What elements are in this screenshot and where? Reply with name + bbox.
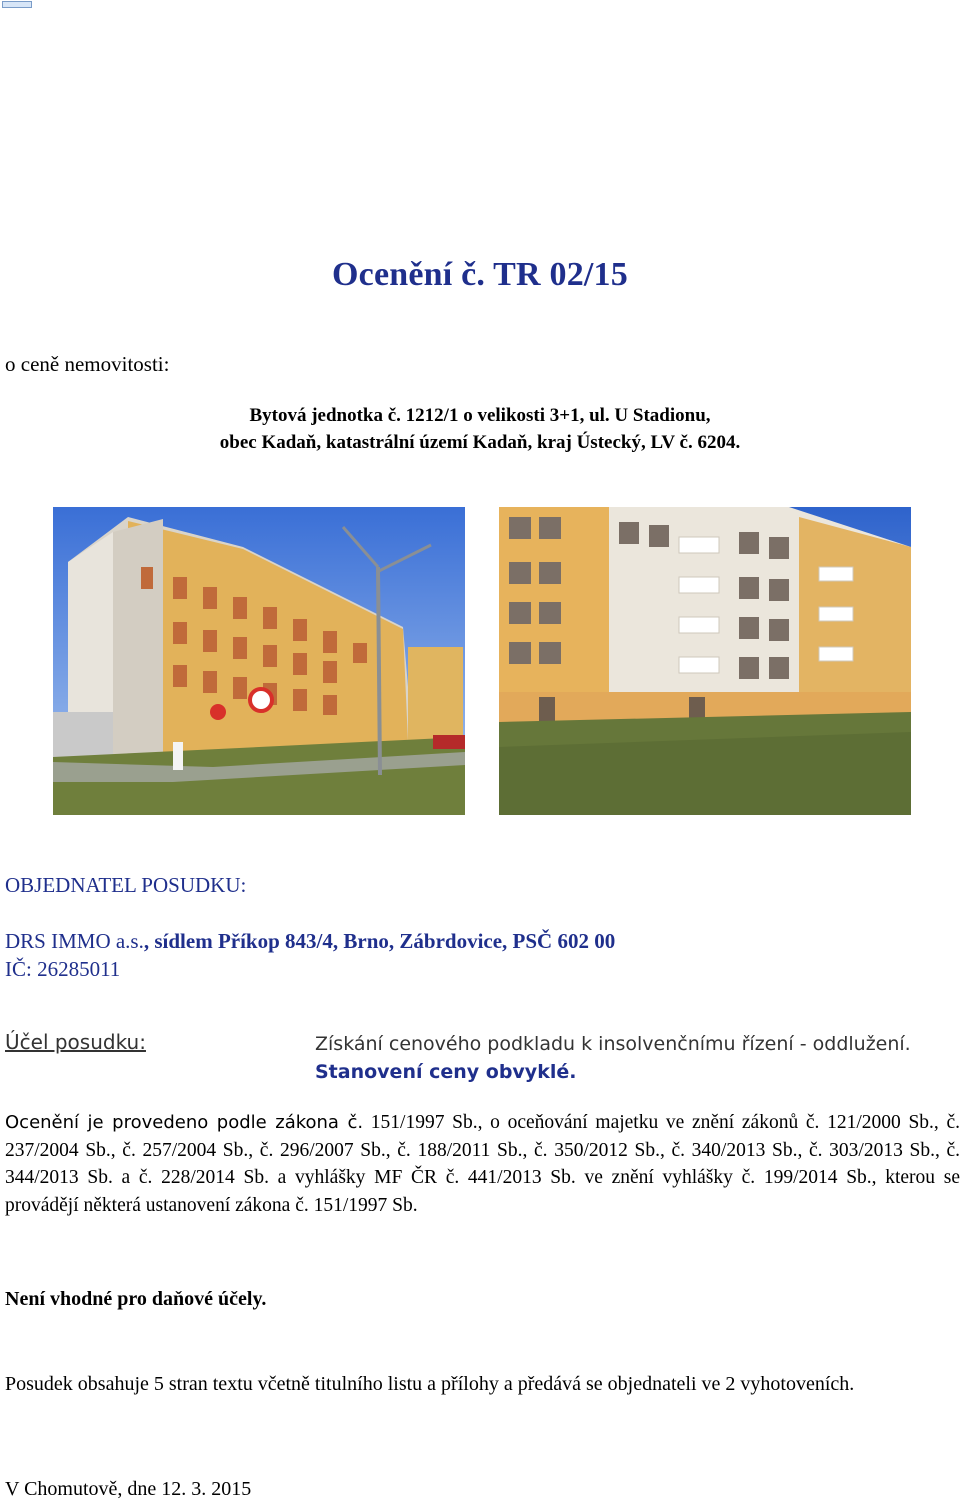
document-title: Ocenění č. TR 02/15 bbox=[332, 256, 628, 293]
orderer-name-line bbox=[5, 927, 615, 955]
property-line-1: Bytová jednotka č. 1212/1 o velikosti 3+1, ul. U Stadionu, bbox=[249, 405, 711, 426]
document-subtitle: o ceně nemovitosti: bbox=[5, 352, 170, 376]
property-line-2: obec Kadaň, katastrální území Kadaň, kraj Ústecký, LV č. 6204. bbox=[219, 432, 741, 453]
orderer-address: , sídlem Příkop 843/4, Brno, Zábrdovice, PSČ 602 00 bbox=[143, 929, 616, 953]
orderer-ico: IČ: 26285011 bbox=[5, 957, 121, 981]
tax-note: Není vhodné pro daňové účely. bbox=[5, 1288, 267, 1310]
purpose-text: Získání cenového podkladu k insolvenčnímu řízení - oddlužení. bbox=[315, 1033, 911, 1055]
orderer-details bbox=[5, 927, 615, 983]
pages-note: Posudek obsahuje 5 stran textu včetně titulního listu a přílohy a předává se objednateli ve 2 vyhotoveních. bbox=[5, 1373, 855, 1395]
valuation-type: Stanovení ceny obvyklé. bbox=[315, 1061, 577, 1083]
place-date: V Chomutově, dne 12. 3. 2015 bbox=[5, 1478, 252, 1500]
property-description bbox=[120, 402, 840, 456]
navigation-icon[interactable] bbox=[2, 1, 32, 8]
building-photo-right bbox=[499, 507, 911, 815]
legal-basis-lead: Ocenění je provedeno podle zákona č. bbox=[5, 1112, 364, 1133]
building-photo-left bbox=[53, 507, 465, 815]
legal-basis-text: 151/1997 Sb., o oceňování majetku ve znění zákonů č. 121/2000 Sb., č. 237/2004 Sb., č. 257/2004 Sb., č. 296/2007 Sb., č. 188/2011 Sb., č. 350/2012 Sb., č. 340/2013 Sb., č. 303/2013 Sb., č. 344/2013 Sb. a č. 228/2014 Sb. a vyhlášky MF ČR č. 441/2013 Sb. ve znění vyhlášky č. 199/2014 Sb., kterou se provádějí některá ustanovení zákona č. 151/1997 Sb. bbox=[5, 1112, 960, 1216]
purpose-label: Účel posudku: bbox=[5, 1030, 146, 1054]
orderer-heading: OBJEDNATEL POSUDKU: bbox=[5, 873, 247, 897]
purpose-details bbox=[315, 1030, 911, 1086]
legal-basis-paragraph bbox=[5, 1109, 960, 1219]
orderer-name: DRS IMMO a.s. bbox=[5, 929, 144, 953]
